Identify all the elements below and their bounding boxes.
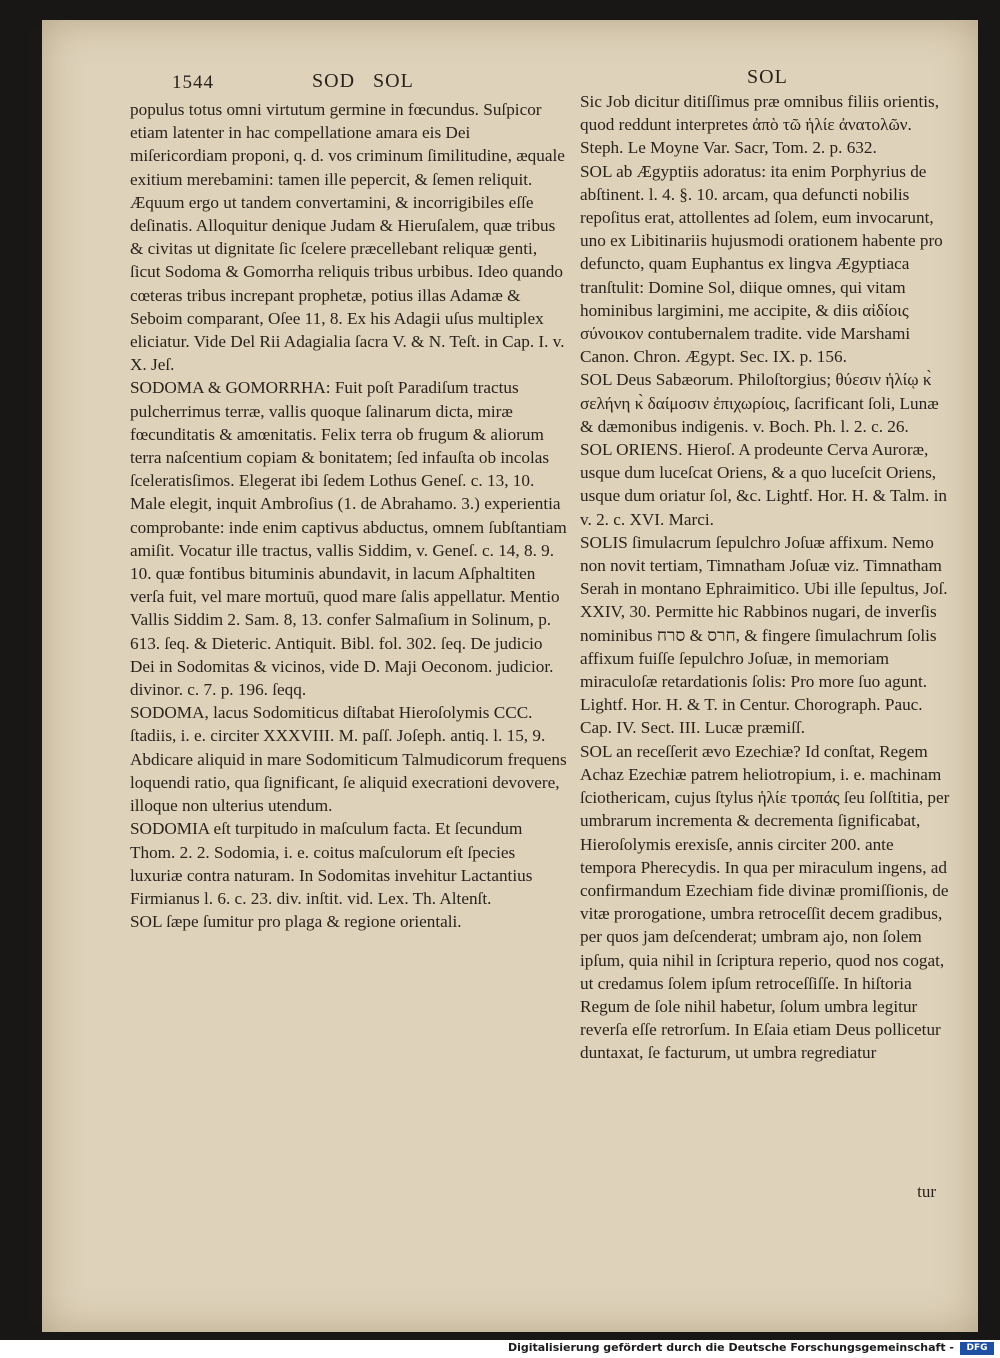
entry-continuation: populus totus omni virtutum germine in fœcundus. Suſpicor etiam latenter in hac compellatione amara eis Dei miſericordiam proponi, q. d. vos criminum ſimilitudine, æquale exitium merebamini: tamen ille pepercit, & ſemen reliquit. Æquum ergo ut tandem convertamini, & incorrigibiles eſſe deſinatis. Alloquitur denique Judam & Hieruſalem, quæ tribus & civitas ut dignitate ſic ſcelere præcellebant reliquæ genti, ſicut Sodoma & Gomorrha reliquis tribus urbibus. Ideo quando cœteras tribus increpant prophetæ, potius illas Adamæ & Seboim comparant, Oſee 11, 8. Ex his Adagii uſus multiplex eliciatur. Vide Del Rii Adagialia ſacra V. & N. Teſt. in Cap. I. v. X. Jeſ. [130, 100, 565, 375]
entry-sol-ezechiae: SOL an receſſerit ævo Ezechiæ? Id conſtat, Regem Achaz Ezechiæ patrem heliotropium, i. e. machinam ſciothericam, cujus ſtylus ἡλίε τροπάς ſeu ſolſtitia, per umbrarum incrementa & decrementa ſignificabat, Hieroſolymis erexisſe, annis circiter 200. ante tempora Pherecydis. In qua per miraculum ingens, ad confirmandum Ezechiam fide divinæ promiſſionis, de vitæ prorogatione, umbra retroceſſit decem gradibus, per quos jam deſcenderat; umbram ajo, non ſolem ipſum, quia nihil in ſcriptura reperio, quod nos cogat, ut credamus ſolem ipſum retroceſſiſſe. In hiſtoria Regum de ſole nihil habetur, ſolum umbra legitur reverſa eſſe retrorſum. In Eſaia etiam Deus pollicetur duntaxat, ſe facturum, ut umbra regrediatur [580, 741, 950, 1063]
running-headword-left: SOD SOL [312, 70, 414, 92]
catchword: tur [917, 1182, 936, 1201]
entry-sodoma-lacus: SODOMA, lacus Sodomiticus diſtabat Hieroſolymis CCC. ſtadiis, i. e. circiter XXXVIII. M. paſſ. Joſeph. antiq. l. 15, 9. Abdicare aliquid in mare Sodomiticum Talmudicorum frequens loquendi ratio, qua ſignificant, ſe aliquid execrationi devovere, illoque non ulterius utendum. [130, 703, 567, 816]
right-column [580, 90, 950, 1065]
dfg-logo-icon: DFG [960, 1342, 994, 1355]
entry-sodomia: SODOMIA eſt turpitudo in maſculum facta. Et ſecundum Thom. 2. 2. Sodomia, i. e. coitus maſculorum eſt ſpecies luxuriæ contra naturam. In Sodomitas invehitur Lactantius Firmianus l. 6. c. 23. div. inſtit. vid. Lex. Th. Altenſt. [130, 819, 533, 908]
digitization-footer [0, 1340, 1000, 1358]
footer-text: Digitalisierung gefördert durch die Deutsche Forschungsgemeinschaft - [507, 1341, 954, 1354]
entry-solis-simulacrum: SOLIS ſimulacrum ſepulchro Joſuæ affixum. Nemo non novit tertiam, Timnatham Joſuæ viz. Timnatham Serah in montano Ephraimitico. Ubi ille ſepultus, Joſ. XXIV, 30. Permitte hic Rabbinos nugari, de inverſis nominibus חרס & סרח, & fingere ſimulachrum ſolis affixum fuiſſe ſepulchro Joſuæ, in memoriam miraculoſæ retardationis ſolis: Pro more ſuo agunt. Lightf. Hor. H. & T. in Centur. Chorograph. Pauc. Cap. IV. Sect. III. Lucæ præmiſſ. [580, 532, 948, 738]
entry-sol-job: Sic Job dicitur ditiſſimus præ omnibus filiis orientis, quod reddunt interpretes ἀπὸ τῶ ἡλίε ἀνατολῶν. Steph. Le Moyne Var. Sacr, Tom. 2. p. 632. [580, 92, 940, 158]
entry-sodoma-gomorrha: SODOMA & GOMORRHA: Fuit poſt Paradiſum tractus pulcherrimus terræ, vallis quoque ſalinarum dicta, miræ fœcunditatis & amœnitatis. Felix terra ob frugum & aliorum terra naſcentium copiam & bonitatem; ſed infauſta ob incolas ſceleratisſimos. Elegerat ibi ſedem Lothus Geneſ. c. 13, 10. Male elegit, inquit Ambroſius (1. de Abrahamo. 3.) experientia comprobante: inde enim captivus abductus, omnem ſubſtantiam amiſit. Vocatur ille tractus, vallis Siddim, v. Geneſ. c. 14, 8. 9. 10. quæ fontibus bituminis abundavit, in lacum Aſphaltiten verſa fuit, vel mare mortuū, quod mare ſalis appellatur. Mentio Vallis Siddim 2. Sam. 8, 13. confer Salmaſium in Solinum, p. 613. ſeq. & Dieteric. Antiquit. Bibl. fol. 302. ſeq. De judicio Dei in Sodomitas & vicinos, vide D. Maji Oeconom. judicior. divinor. c. 7. p. 196. ſeqq. [130, 378, 567, 700]
page-number: 1544 [172, 72, 214, 93]
left-column [130, 98, 570, 933]
entry-sol-sabaeorum: SOL Deus Sabæorum. Philoſtorgius; θύεσιν ἡλίῳ κ̀ σελήνη κ̀ δαίμοσιν ἐπιχωρίοις, ſacrificant ſoli, Lunæ & dæmonibus indigenis. v. Boch. Ph. l. 2. c. 26. [580, 370, 939, 436]
entry-sol-aegyptiis: SOL ab Ægyptiis adoratus: ita enim Porphyrius de abſtinent. l. 4. §. 10. arcam, qua defuncti nobilis repoſitus erat, attollentes ad ſolem, eum invocarunt, uno ex Libitinariis hujusmodi orationem habente pro defuncto, quam Euphantus ex lingva Ægyptiaca tranſtulit: Domine Sol, diique omnes, qui vitam hominibus largimini, me accipite, & diis αἰδίοις σύνοικον contubernalem tradite. vide Marshami Canon. Chron. Ægypt. Sec. IX. p. 156. [580, 161, 943, 367]
entry-sol-oriens: SOL ORIENS. Hieroſ. A prodeunte Cerva Auroræ, usque dum luceſcat Oriens, & a quo luceſcit Oriens, usque dum oriatur ſol, &c. Lightf. Hor. H. & Talm. in v. 2. c. XVI. Marci. [580, 440, 948, 529]
entry-sol-plaga: SOL ſæpe ſumitur pro plaga & regione orientali. [130, 912, 462, 932]
running-headword-right: SOL [747, 66, 788, 88]
